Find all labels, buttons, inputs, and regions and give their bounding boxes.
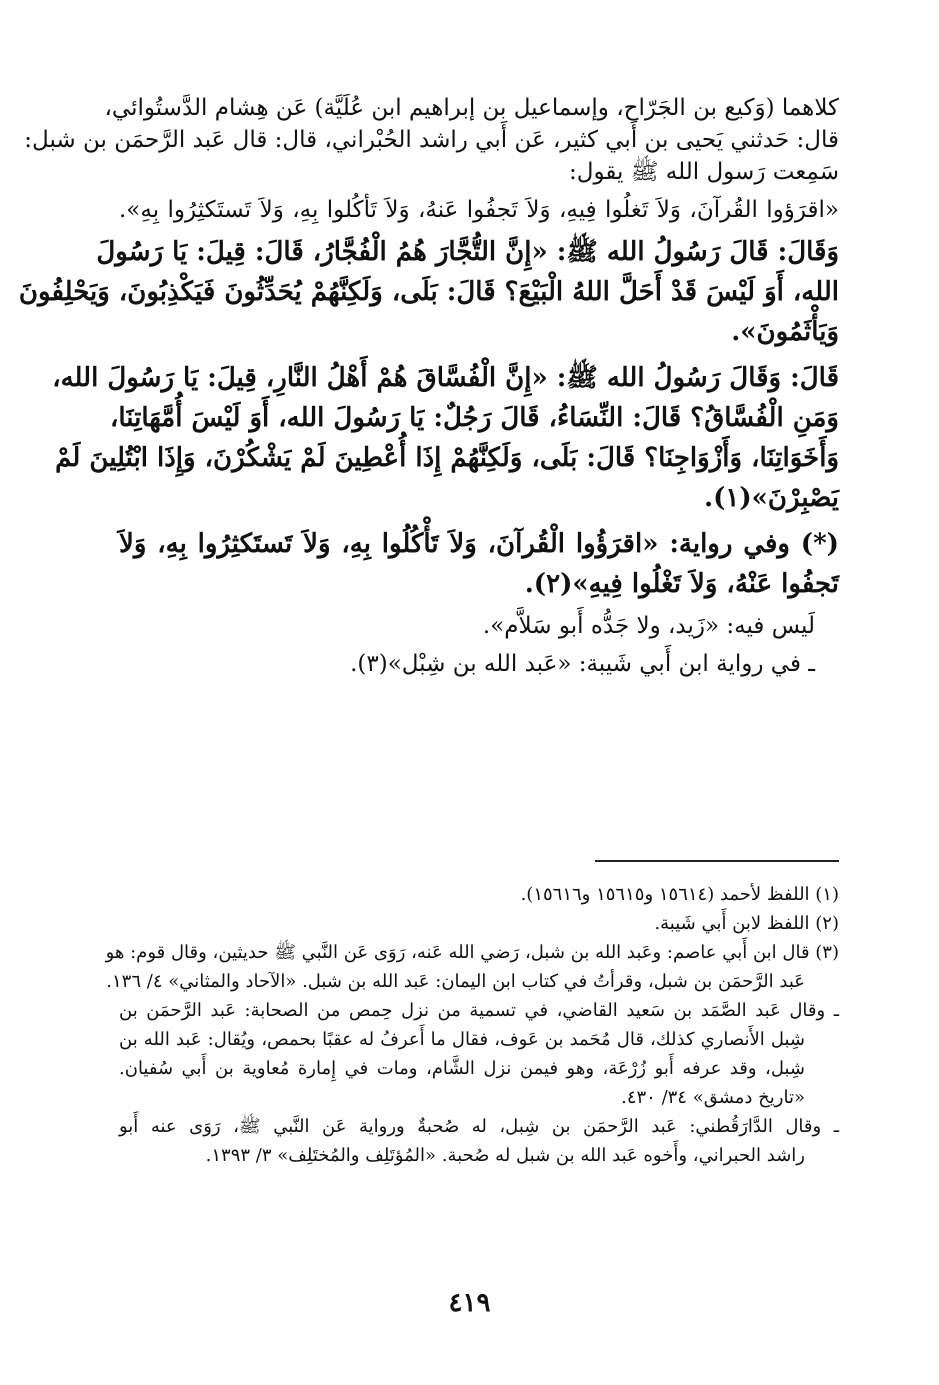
footnote-1: (١) اللفظ لأحمد (١٥٦١٤ و١٥٦١٥ و١٥٦١٦). <box>520 884 839 905</box>
footnote-2: (٢) اللفظ لابن أَبي شَيبة. <box>654 913 839 934</box>
main-text <box>18 92 839 680</box>
page-number: ٤١٩ <box>448 1288 491 1318</box>
hadith-paragraph <box>52 358 839 518</box>
footnote-3-line: (٣) قال ابن أَبي عاصم: وعَبد الله بن شبل، رَضي الله عَنه، رَوَى عَن النَّبي ﷺ حديثين، وقال قوم: هو <box>105 942 839 963</box>
footnote-3-line: ـ وقال عَبد الصَّمَد بن سَعيد القاضي، في تسمية من نزل حِمص من الصحابة: عَبد الرَّحمَن بن <box>119 1000 839 1021</box>
text-line: وَمَنِ الْفُسَّاقُ؟ قَالَ: النِّسَاءُ، قَالَ رَجُلٌ: يَا رَسُولَ الله، أَوَ لَيْسَ أُمَّهَاتِنَا، <box>109 403 839 433</box>
footnote-3-line: راشد الحبراني، وأَخوه عَبد الله بن شبل له صُحبة. «المُؤتَلِف والمُختَلِف» ٣/ ١٣٩٣. <box>205 1145 805 1166</box>
text-line: لَيس فيه: «زَيد، ولا جَدُّه أَبو سَلاَّم». <box>482 613 815 639</box>
narration-variant <box>119 524 839 604</box>
footnote-divider <box>595 860 839 862</box>
footnotes <box>105 880 839 1170</box>
footnote-3-line: شِبل الأَنصاري كذلك، قال مُحَمد بن عَوف، فقال ما أَعرفُ له عقبًا بحمص، ويُقال: عَبد الله بن <box>119 1029 805 1050</box>
text-line: يَصْبِرْنَ»(١). <box>704 483 839 513</box>
text-line: (*) وفي رواية: «اقرَؤُوا الْقُرآنَ، وَلاَ تَأْكُلُوا بِهِ، وَلاَ تَستَكثِرُوا بِهِ، وَلاَ <box>119 529 839 559</box>
footnote-3-line: «تاريخ دمشق» ٣٤/ ٤٣٠. <box>621 1087 805 1108</box>
footnote-3-line: شِبل، وقد عرفه أَبو زُرْعَة، وهو فيمن نزل الشَّام، ومات في إِمارة مُعاوية بن أَبي سُفيان. <box>119 1058 805 1079</box>
hadith-paragraph <box>18 232 839 352</box>
text-line: وَيَأْثَمُونَ». <box>731 317 839 347</box>
footnote-3-line: عَبد الرَّحمَن بن شبل، وقرأتُ في كتاب ابن اليمان: عَبد الله بن شبل. «الآحاد والمثاني» ٤/ ١٣٦. <box>106 971 805 992</box>
text-line: وَقَالَ: قَالَ رَسُولُ الله ﷺ: «إِنَّ التُّجَّارَ هُمُ الْفُجَّارُ، قَالَ: قِيلَ: يَا رَسُولَ <box>96 237 839 267</box>
text-line: ـ في رواية ابن أَبي شَيبة: «عَبد الله بن شِبْل»(٣). <box>350 651 815 677</box>
text-line: تَجفُوا عَنْهُ، وَلاَ تَغْلُوا فِيهِ»(٢). <box>524 569 839 599</box>
hadith-quote: «اقرَؤوا القُرآنَ، وَلاَ تَغلُوا فِيهِ، وَلاَ تَجفُوا عَنهُ، وَلاَ تَأكُلوا بِهِ، وَلاَ تَستَكثِرُوا بِهِ». <box>119 197 839 223</box>
text-line: كلاهما (وَكيع بن الجَرّاح، وإسماعيل بن إبراهيم ابن عُلَيَّة) عَن هِشام الدَّستُوائي، <box>104 95 839 121</box>
text-line: الله، أَوَ لَيْسَ قَدْ أَحَلَّ اللهُ الْبَيْعَ؟ قَالَ: بَلَى، وَلَكِنَّهُمْ يُحَدِّثُونَ فَيَكْذِبُونَ، وَيَحْلِفُونَ <box>18 277 839 307</box>
text-line: سَمِعت رَسول الله ﷺ يقول: <box>569 159 839 185</box>
text-line: قَالَ: وَقَالَ رَسُولُ الله ﷺ: «إِنَّ الْفُسَّاقَ هُمْ أَهْلُ النَّارِ، قِيلَ: يَا رَسُولَ الله، <box>52 363 839 393</box>
text-line: وَأَخَوَاتِنَا، وَأَزْوَاجِنَا؟ قَالَ: بَلَى، وَلَكِنَّهُمْ إِذَا أُعْطِينَ لَمْ يَشْكُرْنَ، وَإِذَا ابْتُلِينَ لَمْ <box>55 443 839 473</box>
text-line: قال: حَدثني يَحيى بن أَبي كثير، عَن أَبي راشد الحُبْراني، قال: قال عَبد الرَّحمَن بن شبل: <box>24 127 839 153</box>
footnote-3-line: ـ وقال الدَّارَقُطني: عَبد الرَّحمَن بن شِبل، له صُحبةٌ ورواية عَن النَّبي ﷺ، رَوَى عنه أَبو <box>119 1116 839 1137</box>
